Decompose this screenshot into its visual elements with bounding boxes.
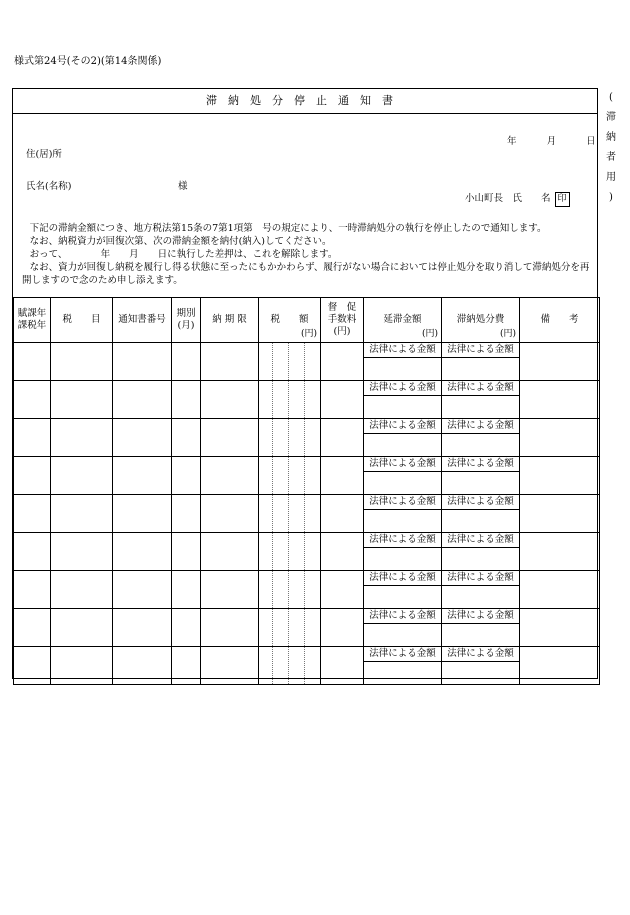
table-row <box>14 533 600 571</box>
cell-disposal-fee[interactable] <box>442 571 520 609</box>
digit-guide <box>272 419 273 456</box>
cell-fiscal-year[interactable] <box>14 609 51 647</box>
cell-notice-number[interactable] <box>113 381 172 419</box>
arrears-table <box>13 297 600 685</box>
unit-yen: (円) <box>333 326 351 337</box>
cell-fee[interactable] <box>321 533 364 571</box>
cell-late-fee[interactable] <box>364 419 442 457</box>
statutory-amount-label: 法律による金額 <box>364 457 441 472</box>
cell-fiscal-year[interactable] <box>14 495 51 533</box>
col-tax-item: 税 目 <box>51 298 113 343</box>
digit-guide <box>304 419 305 456</box>
cell-late-fee[interactable] <box>364 343 442 381</box>
cell-fiscal-year[interactable] <box>14 381 51 419</box>
cell-remarks[interactable] <box>520 457 600 495</box>
cell-fee[interactable] <box>321 609 364 647</box>
cell-due-date[interactable] <box>201 647 259 685</box>
cell-disposal-fee[interactable] <box>442 495 520 533</box>
copy-designation <box>604 88 618 208</box>
digit-guide <box>272 609 273 646</box>
cell-notice-number[interactable] <box>113 533 172 571</box>
cell-period[interactable] <box>172 647 201 685</box>
cell-remarks[interactable] <box>520 343 600 381</box>
unit-yen: (円) <box>421 329 438 339</box>
digit-guide <box>304 495 305 532</box>
cell-tax-item[interactable] <box>51 533 113 571</box>
cell-due-date[interactable] <box>201 343 259 381</box>
cell-disposal-fee[interactable] <box>442 533 520 571</box>
statutory-amount-label: 法律による金額 <box>364 647 441 662</box>
cell-tax-item[interactable] <box>51 343 113 381</box>
digit-guide <box>304 533 305 570</box>
cell-tax-amount[interactable] <box>259 343 321 381</box>
col-late-fee: 延滞金額 (円) <box>364 298 442 343</box>
side-char: ) <box>609 192 613 203</box>
cell-fee[interactable] <box>321 419 364 457</box>
digit-guide <box>304 457 305 494</box>
document-title: 滞納処分停止通知書 <box>13 89 597 114</box>
cell-late-fee[interactable] <box>364 495 442 533</box>
cell-tax-amount[interactable] <box>259 571 321 609</box>
header-row <box>14 298 600 343</box>
cell-fiscal-year[interactable] <box>14 343 51 381</box>
cell-due-date[interactable] <box>201 419 259 457</box>
cell-period[interactable] <box>172 495 201 533</box>
cell-late-fee[interactable] <box>364 533 442 571</box>
statutory-amount-label: 法律による金額 <box>442 609 519 624</box>
cell-tax-item[interactable] <box>51 457 113 495</box>
cell-disposal-fee[interactable] <box>442 343 520 381</box>
col-fee: 督 促 手数料 (円) <box>321 298 364 343</box>
digit-guide <box>272 533 273 570</box>
cell-period[interactable] <box>172 609 201 647</box>
col-fiscal-year: 賦課年 課税年 <box>14 298 51 343</box>
col-due-date: 納 期 限 <box>201 298 259 343</box>
digit-guide <box>304 571 305 608</box>
date-year: 年 <box>507 136 517 147</box>
cell-due-date[interactable] <box>201 457 259 495</box>
cell-due-date[interactable] <box>201 609 259 647</box>
cell-tax-amount[interactable] <box>259 647 321 685</box>
cell-tax-item[interactable] <box>51 571 113 609</box>
table-row <box>14 609 600 647</box>
cell-period[interactable] <box>172 381 201 419</box>
cell-period[interactable] <box>172 571 201 609</box>
cell-remarks[interactable] <box>520 419 600 457</box>
statutory-amount-label: 法律による金額 <box>364 571 441 586</box>
cell-tax-item[interactable] <box>51 647 113 685</box>
statutory-amount-label: 法律による金額 <box>364 419 441 434</box>
digit-guide <box>304 647 305 684</box>
cell-late-fee[interactable] <box>364 609 442 647</box>
statutory-amount-label: 法律による金額 <box>364 343 441 358</box>
cell-tax-item[interactable] <box>51 495 113 533</box>
cell-due-date[interactable] <box>201 381 259 419</box>
cell-late-fee[interactable] <box>364 571 442 609</box>
address-label: 住(居)所 <box>26 149 62 160</box>
cell-tax-amount[interactable] <box>259 495 321 533</box>
cell-fee[interactable] <box>321 647 364 685</box>
cell-tax-amount[interactable] <box>259 381 321 419</box>
cell-late-fee[interactable] <box>364 457 442 495</box>
unit-yen: (円) <box>499 329 516 339</box>
honorific: 様 <box>178 181 188 192</box>
col-notice-number: 通知書番号 <box>113 298 172 343</box>
table-row <box>14 419 600 457</box>
cell-remarks[interactable] <box>520 495 600 533</box>
cell-fiscal-year[interactable] <box>14 647 51 685</box>
cell-notice-number[interactable] <box>113 571 172 609</box>
cell-fee[interactable] <box>321 571 364 609</box>
cell-fiscal-year[interactable] <box>14 419 51 457</box>
cell-period[interactable] <box>172 533 201 571</box>
cell-remarks[interactable] <box>520 609 600 647</box>
date-month: 月 <box>546 136 557 147</box>
cell-remarks[interactable] <box>520 571 600 609</box>
statutory-amount-label: 法律による金額 <box>364 609 441 624</box>
cell-due-date[interactable] <box>201 495 259 533</box>
side-char: 用 <box>606 172 616 183</box>
digit-guide <box>288 533 289 570</box>
digit-guide <box>288 343 289 380</box>
cell-fee[interactable] <box>321 457 364 495</box>
cell-period[interactable] <box>172 457 201 495</box>
statutory-amount-label: 法律による金額 <box>442 495 519 510</box>
digit-guide <box>272 571 273 608</box>
cell-tax-amount[interactable] <box>259 419 321 457</box>
statutory-amount-label: 法律による金額 <box>442 571 519 586</box>
cell-remarks[interactable] <box>520 381 600 419</box>
cell-due-date[interactable] <box>201 571 259 609</box>
cell-fee[interactable] <box>321 381 364 419</box>
notice-body <box>22 222 592 287</box>
cell-notice-number[interactable] <box>113 419 172 457</box>
statutory-amount-label: 法律による金額 <box>442 647 519 662</box>
issuer-name: 小山町長 氏 名 <box>465 193 551 204</box>
paragraph: 下記の滞納金額につき、地方税法第15条の7第1項第 号の規定により、一時滞納処分の執行を停止したので通知します。 <box>29 223 547 234</box>
table-row <box>14 343 600 381</box>
digit-guide <box>288 419 289 456</box>
cell-tax-amount[interactable] <box>259 609 321 647</box>
cell-period[interactable] <box>172 419 201 457</box>
form-frame <box>12 88 598 679</box>
digit-guide <box>288 609 289 646</box>
side-char: 滞 <box>606 112 616 123</box>
cell-disposal-fee[interactable] <box>442 609 520 647</box>
date-day: 日 <box>586 136 596 147</box>
paragraph: なお、納税資力が回復次第、次の滞納金額を納付(納入)してください。 <box>29 236 332 247</box>
cell-tax-item[interactable] <box>51 419 113 457</box>
col-remarks: 備 考 <box>520 298 600 343</box>
issue-date <box>507 133 596 147</box>
digit-guide <box>304 381 305 418</box>
name-label: 氏名(名称) <box>26 181 72 192</box>
side-char: 納 <box>606 132 616 143</box>
side-char: 者 <box>606 152 616 163</box>
col-period: 期別 (月) <box>172 298 201 343</box>
table-row <box>14 571 600 609</box>
cell-disposal-fee[interactable] <box>442 647 520 685</box>
digit-guide <box>288 495 289 532</box>
digit-guide <box>304 343 305 380</box>
cell-late-fee[interactable] <box>364 381 442 419</box>
digit-guide <box>304 609 305 646</box>
statutory-amount-label: 法律による金額 <box>442 419 519 434</box>
cell-due-date[interactable] <box>201 533 259 571</box>
digit-guide <box>272 495 273 532</box>
digit-guide <box>272 457 273 494</box>
side-char: ( <box>609 92 613 103</box>
cell-disposal-fee[interactable] <box>442 457 520 495</box>
cell-disposal-fee[interactable] <box>442 419 520 457</box>
cell-late-fee[interactable] <box>364 647 442 685</box>
statutory-amount-label: 法律による金額 <box>442 457 519 472</box>
table-row <box>14 495 600 533</box>
cell-period[interactable] <box>172 343 201 381</box>
cell-fiscal-year[interactable] <box>14 457 51 495</box>
paragraph: なお、資力が回復し納税を履行し得る状態に至ったにもかかわらず、履行がない場合においては停止処分を取り消して滞納処分を再開しますので念のため申し添えます。 <box>22 262 590 286</box>
col-tax-amount: 税 額 (円) <box>259 298 321 343</box>
cell-tax-item[interactable] <box>51 609 113 647</box>
seal-mark: 印 <box>555 192 570 207</box>
digit-guide <box>288 457 289 494</box>
table-row <box>14 457 600 495</box>
statutory-amount-label: 法律による金額 <box>442 533 519 548</box>
cell-notice-number[interactable] <box>113 343 172 381</box>
digit-guide <box>288 381 289 418</box>
cell-notice-number[interactable] <box>113 495 172 533</box>
statutory-amount-label: 法律による金額 <box>442 381 519 396</box>
cell-disposal-fee[interactable] <box>442 381 520 419</box>
digit-guide <box>272 381 273 418</box>
cell-tax-amount[interactable] <box>259 533 321 571</box>
statutory-amount-label: 法律による金額 <box>364 533 441 548</box>
col-disposal-fee: 滞納処分費 (円) <box>442 298 520 343</box>
digit-guide <box>288 647 289 684</box>
cell-remarks[interactable] <box>520 533 600 571</box>
unit-yen: (円) <box>300 329 317 339</box>
cell-tax-item[interactable] <box>51 381 113 419</box>
cell-remarks[interactable] <box>520 647 600 685</box>
digit-guide <box>272 343 273 380</box>
cell-fee[interactable] <box>321 343 364 381</box>
cell-notice-number[interactable] <box>113 457 172 495</box>
cell-tax-amount[interactable] <box>259 457 321 495</box>
cell-fiscal-year[interactable] <box>14 571 51 609</box>
statutory-amount-label: 法律による金額 <box>442 343 519 358</box>
form-number: 様式第24号(その2)(第14条関係) <box>14 56 162 67</box>
table-row <box>14 381 600 419</box>
digit-guide <box>272 647 273 684</box>
cell-fiscal-year[interactable] <box>14 533 51 571</box>
table-body <box>14 343 600 685</box>
statutory-amount-label: 法律による金額 <box>364 381 441 396</box>
digit-guide <box>288 571 289 608</box>
cell-notice-number[interactable] <box>113 609 172 647</box>
statutory-amount-label: 法律による金額 <box>364 495 441 510</box>
cell-notice-number[interactable] <box>113 647 172 685</box>
paragraph: おって、 年 月 日に執行した差押は、これを解除します。 <box>29 249 338 260</box>
table-row <box>14 647 600 685</box>
issuer-block <box>465 190 570 207</box>
cell-fee[interactable] <box>321 495 364 533</box>
